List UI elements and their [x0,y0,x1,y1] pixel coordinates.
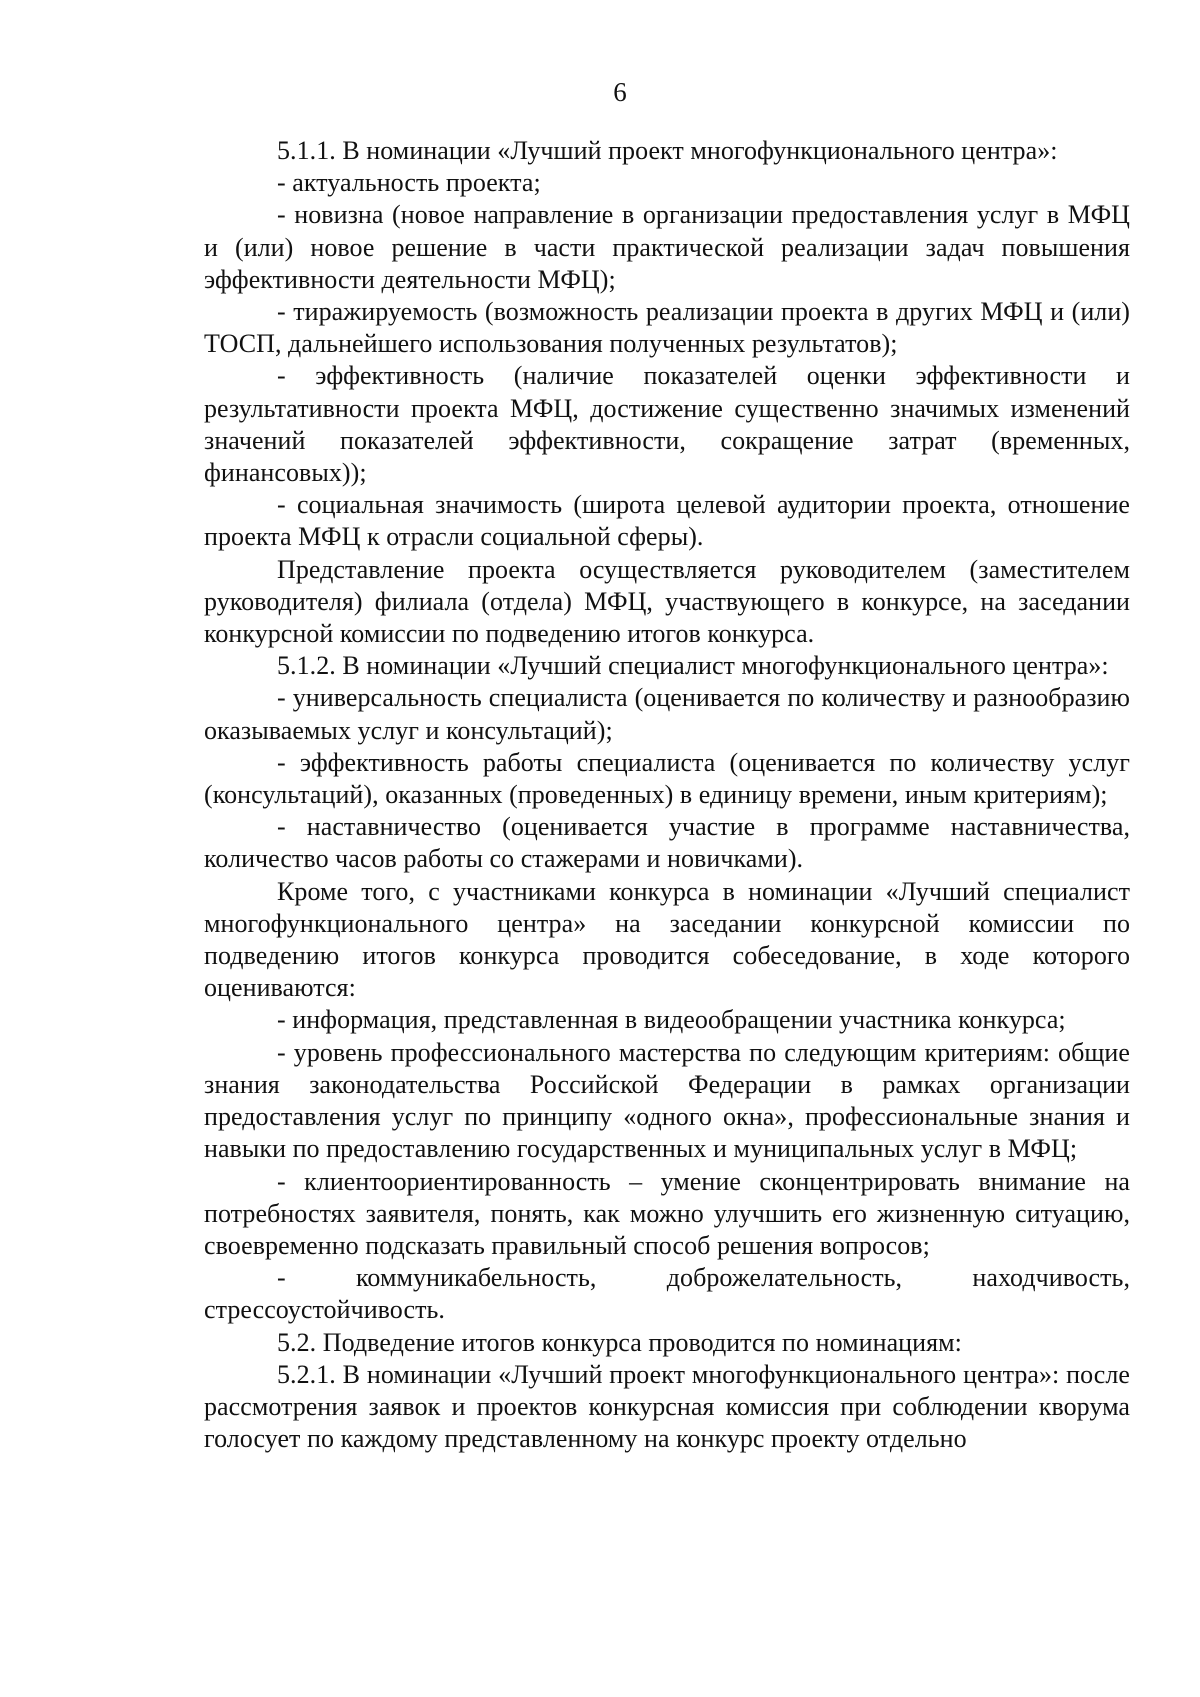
paragraph-interview: Кроме того, с участниками конкурса в номинации «Лучший специалист многофункционального центра» на заседании конкурсной комиссии по подведению итогов конкурса проводится собеседование, в ходе которого оцениваются: [204,876,1130,1003]
paragraph-project-presentation: Представление проекта осуществляется руководителем (заместителем руководителя) филиала (отдела) МФЦ, участвующего в конкурсе, на заседании конкурсной комиссии по подведению итогов конкурса. [204,554,1130,649]
criterion-replicability: - тиражируемость (возможность реализации проекта в других МФЦ и (или) ТОСП, дальнейшего использования полученных результатов); [204,297,1130,359]
criterion-social-significance: - социальная значимость (широта целевой аудитории проекта, отношение проекта МФЦ к отрасли социальной сферы). [204,490,1130,552]
criterion-professional-level: - уровень профессионального мастерства по следующим критериям: общие знания законодательства Российской Федерации в рамках организации предоставления услуг по принципу «одного окна», профессиональные знания и навыки по предоставлению государственных и муниципальных услуг в МФЦ; [204,1037,1130,1164]
criterion-work-efficiency: - эффективность работы специалиста (оценивается по количеству услуг (консультаций), оказанных (проведенных) в единицу времени, иным критериям); [204,747,1130,810]
criterion-communication: - коммуникабельность, доброжелательность, находчивость, стрессоустойчивость. [204,1263,1130,1325]
criterion-effectiveness: - эффективность (наличие показателей оценки эффективности и результативности проекта МФЦ, достижение существенно значимых изменений значений показателей эффективности, сокращение затрат (временных, финансовых)); [204,361,1130,488]
paragraph-5-1-1-heading: 5.1.1. В номинации «Лучший проект многофункционального центра»: [277,136,1058,165]
page-number: 6 [613,77,627,107]
criterion-universality: - универсальность специалиста (оценивается по количеству и разнообразию оказываемых услуг и консультаций); [204,683,1130,745]
criterion-novelty: - новизна (новое направление в организации предоставления услуг в МФЦ и (или) новое решение в части практической реализации задач повышения эффективности деятельности МФЦ); [204,200,1130,294]
criterion-video-information: - информация, представленная в видеообращении участника конкурса; [277,1005,1066,1035]
paragraph-5-2-1: 5.2.1. В номинации «Лучший проект многофункционального центра»: после рассмотрения заявок и проектов конкурсная комиссия при соблюдении кворума голосует по каждому представленному на конкурс проекту отдельно [204,1359,1130,1454]
criterion-relevance: - актуальность проекта; [277,168,541,198]
paragraph-5-2-heading: 5.2. Подведение итогов конкурса проводится по номинациям: [277,1327,962,1357]
paragraph-5-1-2-heading: 5.1.2. В номинации «Лучший специалист многофункционального центра»: [277,651,1109,681]
criterion-client-orientation: - клиентоориентированность – умение сконцентрировать внимание на потребностях заявителя, понять, как можно улучшить его жизненную ситуацию, своевременно подсказать правильный способ решения вопросов; [204,1166,1130,1260]
criterion-mentoring: - наставничество (оценивается участие в программе наставничества, количество часов работы со стажерами и новичками). [204,812,1130,874]
document-body [204,135,1130,1455]
